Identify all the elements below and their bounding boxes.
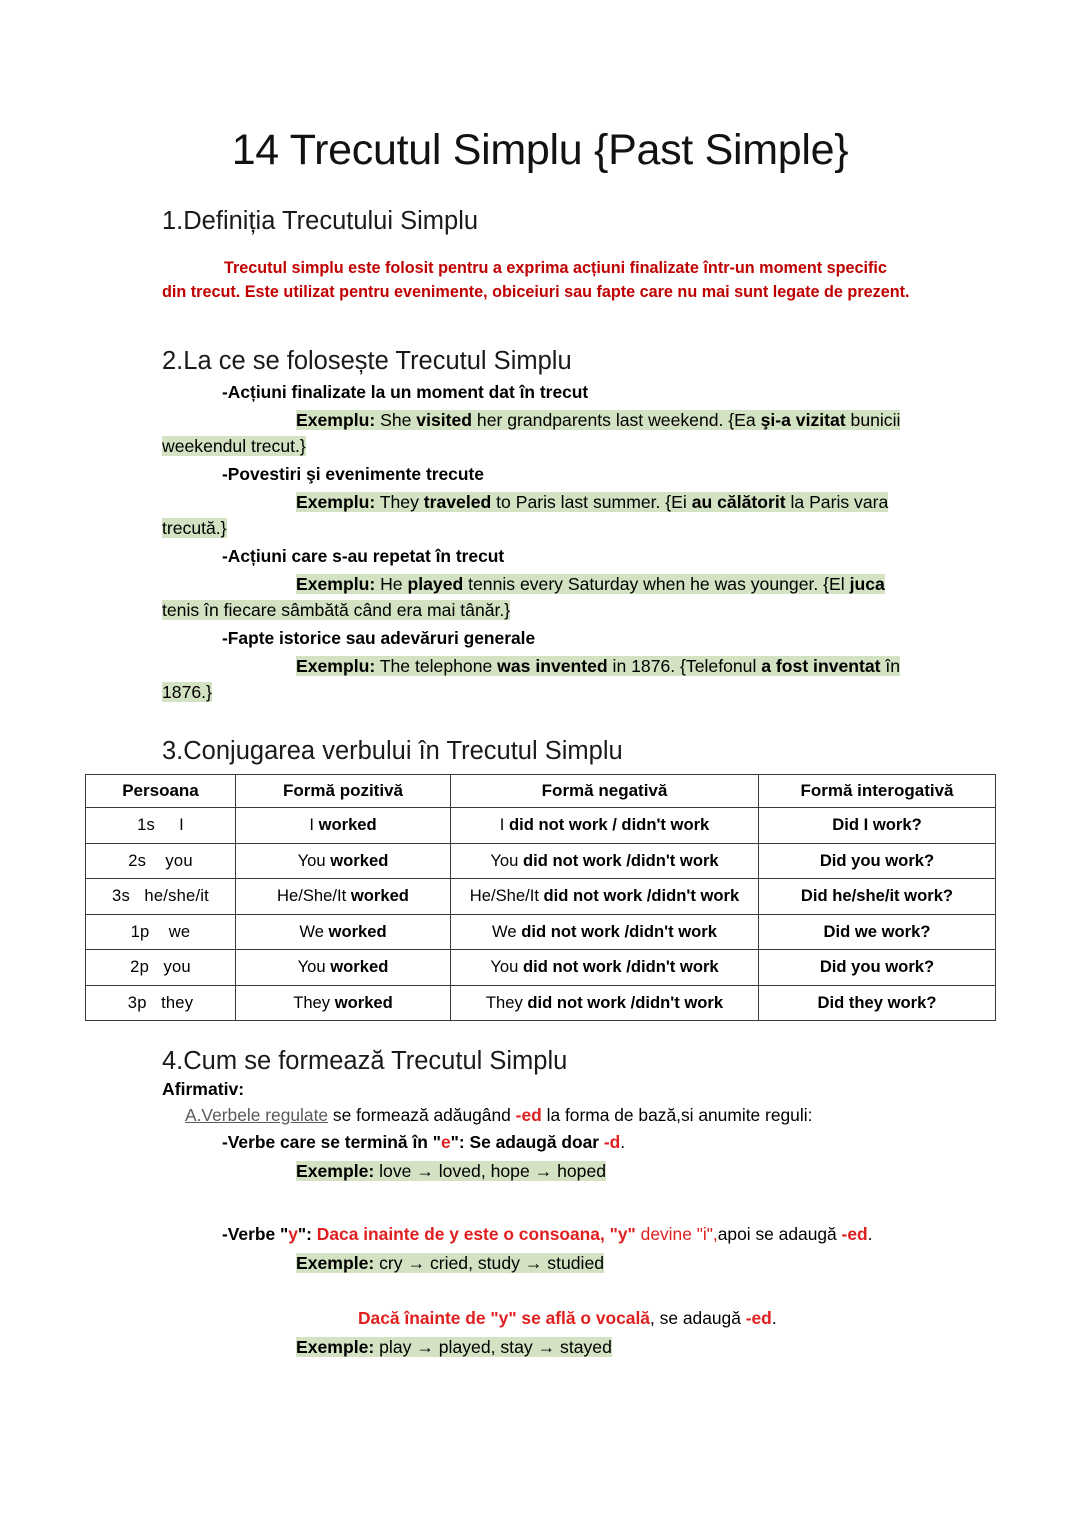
- rule-e-end: .: [620, 1132, 626, 1153]
- example-label: Exemple:: [296, 1160, 375, 1181]
- person-pronoun: you: [163, 957, 191, 977]
- example-text-mid: to Paris last summer. {Ei: [491, 491, 692, 512]
- cell-person: [86, 879, 236, 914]
- use-bullet: -Povestiri şi evenimente trecute: [222, 464, 484, 485]
- column-header-pozitiva: Formă pozitivă: [236, 774, 451, 808]
- example-text-mid: tennis every Saturday when he was younger. {El: [463, 573, 850, 594]
- cell-person: [86, 985, 236, 1020]
- rule-y-mid: ":: [297, 1223, 317, 1244]
- rule-y-pre: -Verbe ": [222, 1223, 289, 1244]
- example-translation-verb: a fost inventat: [761, 655, 881, 676]
- column-header-persoana: Persoana: [86, 774, 236, 808]
- example-label: Exemplu:: [296, 655, 376, 676]
- section-4-heading: 4.Cum se formează Trecutul Simplu: [162, 1046, 568, 1075]
- negative-verb: did not work /didn't work: [543, 886, 740, 906]
- conjugation-table-wrapper: [0, 768, 1080, 1021]
- cell-positive: [236, 808, 451, 843]
- example-verb: was invented: [497, 655, 608, 676]
- table-header-row: [86, 774, 996, 808]
- example-text-mid: in 1876. {Telefonul: [607, 655, 762, 676]
- example-text-pre: They: [375, 491, 424, 512]
- cell-interrogative: Did I work?: [759, 808, 996, 843]
- person-code: 1s: [137, 815, 156, 835]
- cell-positive: [236, 914, 451, 949]
- example-label: Exemplu:: [296, 573, 376, 594]
- example-text-pre: She: [375, 409, 417, 430]
- use-example: [162, 571, 918, 624]
- person-code: 2p: [130, 957, 150, 977]
- example-text-pre: He: [375, 573, 408, 594]
- use-bullet: -Acțiuni care s-au repetat în trecut: [222, 546, 505, 567]
- cell-interrogative: Did he/she/it work?: [759, 879, 996, 914]
- person-pronoun: we: [168, 921, 191, 941]
- rule-e-post: ": Se adaugă doar: [450, 1132, 604, 1153]
- cell-interrogative: Did you work?: [759, 843, 996, 878]
- table-row: [86, 950, 996, 985]
- rule-y-vowel-red-bold: Dacă înainte de "y" se află o vocală: [358, 1308, 650, 1329]
- cell-negative: [451, 843, 759, 878]
- cell-negative: [451, 985, 759, 1020]
- rule-a-link[interactable]: A.Verbele regulate: [185, 1105, 329, 1126]
- rule-e-ending: [0, 1128, 1080, 1155]
- section-1-definition: Trecutul simplu este folosit pentru a exprima acțiuni finalizate într-un moment specific din trecut. Este utilizat pentru evenimente, obiceiuri sau fapte care nu mai sunt legate de prezent.: [162, 259, 910, 301]
- example-label: Exemplu:: [296, 409, 376, 430]
- table-row: [86, 985, 996, 1020]
- negative-subject: We: [492, 921, 522, 941]
- person-pronoun: I: [179, 815, 184, 835]
- cell-positive: [236, 950, 451, 985]
- rule-y-consonant: [0, 1222, 1080, 1248]
- example-text: cry → cried, study → studied: [374, 1252, 605, 1273]
- positive-verb: worked: [330, 850, 389, 870]
- section-3-heading: 3.Conjugarea verbului în Trecutul Simplu: [162, 737, 623, 766]
- negative-subject: You: [490, 957, 523, 977]
- example-label: Exemple:: [296, 1336, 375, 1357]
- person-pronoun: you: [165, 850, 193, 870]
- person-code: 3p: [127, 992, 147, 1012]
- positive-subject: We: [299, 921, 329, 941]
- rule-a-tail: la forma de bază,si anumite reguli:: [541, 1105, 813, 1126]
- positive-subject: You: [297, 957, 331, 977]
- negative-verb: did not work /didn't work: [522, 957, 719, 977]
- person-code: 3s: [112, 886, 130, 906]
- negative-subject: I: [499, 815, 509, 835]
- example-translation-verb: juca: [849, 573, 885, 594]
- negative-subject: They: [485, 992, 528, 1012]
- example-translation-verb: au călătorit: [691, 491, 786, 512]
- rule-y-red-bold: Daca inainte de y este o consoana, "y": [316, 1223, 636, 1244]
- section-2-uses: [0, 380, 1080, 705]
- use-example: [162, 489, 918, 542]
- person-pronoun: he/she/it: [144, 886, 209, 906]
- rule-y-vowel: [0, 1306, 1080, 1332]
- spacer: [0, 1276, 1080, 1306]
- section-1-heading: 1.Definiția Trecutului Simplu: [162, 207, 479, 236]
- conjugation-table: [85, 774, 996, 1021]
- negative-subject: He/She/It: [469, 886, 544, 906]
- column-header-interogativa: Formă interogativă: [759, 774, 996, 808]
- rule-y-vowel-suffix: -ed: [745, 1308, 772, 1329]
- example-text-post: în 1876.}: [162, 655, 901, 703]
- use-bullet: -Acțiuni finalizate la un moment dat în trecut: [222, 382, 589, 403]
- cell-positive: [236, 879, 451, 914]
- example-translation-verb: şi-a vizitat: [760, 409, 846, 430]
- example-text-post: bunicii weekendul trecut.}: [162, 409, 901, 457]
- example-text-pre: The telephone: [375, 655, 498, 676]
- example-text-mid: her grandparents last weekend. {Ea: [472, 409, 761, 430]
- use-bullet: -Fapte istorice sau adevăruri generale: [222, 628, 536, 649]
- cell-negative: [451, 950, 759, 985]
- negative-verb: did not work / didn't work: [508, 815, 710, 835]
- negative-subject: You: [490, 850, 523, 870]
- positive-subject: You: [297, 850, 331, 870]
- example-verb: traveled: [423, 491, 492, 512]
- rule-a-regular-verbs: [0, 1100, 1080, 1128]
- rule-e-suffix: -d: [603, 1132, 621, 1153]
- rule-y-vowel-mid: , se adaugă: [649, 1308, 746, 1329]
- cell-interrogative: Did we work?: [759, 914, 996, 949]
- table-row: [86, 843, 996, 878]
- rule-y-end: .: [867, 1223, 873, 1244]
- page-title: 14 Trecutul Simplu {Past Simple}: [231, 126, 849, 174]
- example-verb: played: [407, 573, 464, 594]
- rule-y-vowel-end: .: [771, 1308, 777, 1329]
- positive-verb: worked: [318, 815, 377, 835]
- cell-positive: [236, 843, 451, 878]
- negative-verb: did not work /didn't work: [527, 992, 724, 1012]
- positive-verb: worked: [334, 992, 393, 1012]
- rule-y-red-plain: devine "i",: [635, 1223, 718, 1244]
- example-text: love → loved, hope → hoped: [374, 1160, 607, 1181]
- use-example: [162, 407, 918, 460]
- example-text-post: tenis în fiecare sâmbătă când era mai tânăr.}: [162, 600, 511, 621]
- use-example: [162, 653, 918, 706]
- cell-negative: [451, 914, 759, 949]
- rule-a-mid: se formează adăugând: [328, 1105, 516, 1126]
- example-verb: visited: [416, 409, 473, 430]
- cell-interrogative: Did they work?: [759, 985, 996, 1020]
- person-code: 2s: [128, 850, 147, 870]
- rule-e-pre: -Verbe care se termină în ": [222, 1132, 441, 1153]
- rule-y-vowel-example-line: [0, 1332, 1080, 1360]
- cell-person: [86, 843, 236, 878]
- rule-e-example-line: [0, 1156, 1080, 1184]
- example-label: Exemple:: [296, 1252, 375, 1273]
- example-text-post: la Paris vara trecută.}: [162, 491, 889, 539]
- positive-subject: He/She/It: [277, 886, 351, 906]
- positive-verb: worked: [330, 957, 389, 977]
- rule-a-suffix: -ed: [515, 1105, 542, 1126]
- positive-verb: worked: [350, 886, 409, 906]
- rule-y-suffix: -ed: [841, 1223, 868, 1244]
- table-row: [86, 808, 996, 843]
- example-text: play → played, stay → stayed: [374, 1336, 612, 1357]
- positive-verb: worked: [328, 921, 387, 941]
- positive-subject: I: [309, 815, 319, 835]
- section-2-heading: 2.La ce se folosește Trecutul Simplu: [162, 347, 572, 376]
- cell-person: [86, 914, 236, 949]
- table-row: [86, 914, 996, 949]
- rule-y-black-tail: apoi se adaugă: [717, 1223, 842, 1244]
- negative-verb: did not work /didn't work: [521, 921, 717, 941]
- rule-y-example-line: [0, 1248, 1080, 1276]
- rule-e-letter: e: [440, 1132, 451, 1153]
- cell-negative: [451, 808, 759, 843]
- person-pronoun: they: [161, 992, 194, 1012]
- table-row: [86, 879, 996, 914]
- spacer: [0, 1184, 1080, 1222]
- example-label: Exemplu:: [296, 491, 376, 512]
- cell-person: [86, 808, 236, 843]
- person-code: 1p: [130, 921, 150, 941]
- cell-interrogative: Did you work?: [759, 950, 996, 985]
- positive-subject: They: [293, 992, 335, 1012]
- cell-person: [86, 950, 236, 985]
- cell-negative: [451, 879, 759, 914]
- column-header-negativa: Formă negativă: [451, 774, 759, 808]
- rule-y-letter: y: [288, 1223, 298, 1244]
- cell-positive: [236, 985, 451, 1020]
- afirmativ-label: Afirmativ:: [162, 1079, 245, 1100]
- negative-verb: did not work /didn't work: [522, 850, 719, 870]
